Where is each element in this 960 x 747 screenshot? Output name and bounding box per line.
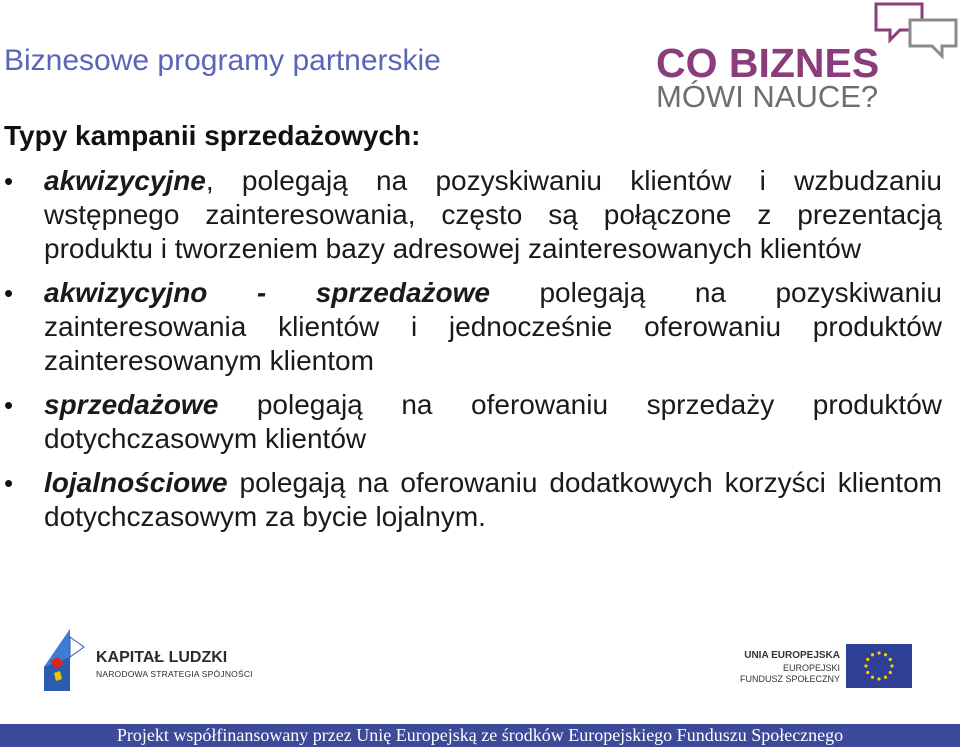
speech-bubbles-icon [870,0,960,62]
bullet-icon: • [4,390,14,420]
eu-flag-icon [846,644,912,688]
kapital-ludzki-logo [40,625,260,695]
eu-subtitle-2: FUNDUSZ SPOŁECZNY [739,674,840,684]
term: sprzedażowe [44,389,219,420]
list-item [0,388,942,456]
co-biznes-logo [652,0,960,118]
logo-text-top: CO BIZNES [656,40,880,86]
kapital-ludzki-emblem-icon [40,627,88,693]
logo-text-bottom: MÓWI NAUCE? [656,79,879,114]
term: akwizycyjne [44,165,206,196]
eu-star [866,658,869,661]
slide-subtitle: Biznesowe programy partnerskie [4,44,441,77]
kapital-ludzki-title: KAPITAŁ LUDZKI [96,649,228,666]
eu-star [884,653,887,656]
term: lojalnościowe [44,467,228,498]
bullet-icon: • [4,468,14,498]
eu-star [871,653,874,656]
eu-star [889,658,892,661]
bullet-icon: • [4,278,14,308]
eu-star [884,676,887,679]
campaign-type-list [0,164,942,534]
eu-star [889,671,892,674]
bullet-icon: • [4,166,14,196]
description: polegają na oferowaniu dodatkowych korzyści klientom dotychczasowym za bycie lojalnym. [44,467,942,532]
description: polegają na pozyskiwaniu zainteresowania klientów i jednocześnie oferowaniu produktów zainteresowanym klientom [44,277,942,376]
eu-star [871,676,874,679]
eu-star [864,664,867,667]
eu-star [877,651,880,654]
list-item [0,164,942,266]
term: akwizycyjno - sprzedażowe [44,277,490,308]
eu-star [877,677,880,680]
list-item [0,276,942,378]
eu-subtitle-1: EUROPEJSKI [782,663,840,673]
footer-bar: Projekt współfinansowany przez Unię Europejską ze środków Europejskiego Funduszu Społecznego [0,724,960,747]
list-item [0,466,942,534]
eu-star [890,664,893,667]
eu-fund-logo [740,640,912,694]
eu-title: UNIA EUROPEJSKA [744,650,840,661]
eu-star [866,671,869,674]
description: , polegają na pozyskiwaniu klientów i wzbudzaniu wstępnego zainteresowania, często są połączone z prezentacją produktu i tworzeniem bazy adresowej zainteresowanych klientów [44,165,942,264]
kapital-ludzki-subtitle: NARODOWA STRATEGIA SPÓJNOŚCI [96,669,253,679]
section-heading: Typy kampanii sprzedażowych: [4,120,421,151]
description: polegają na oferowaniu sprzedaży produktów dotychczasowym klientów [44,389,942,454]
